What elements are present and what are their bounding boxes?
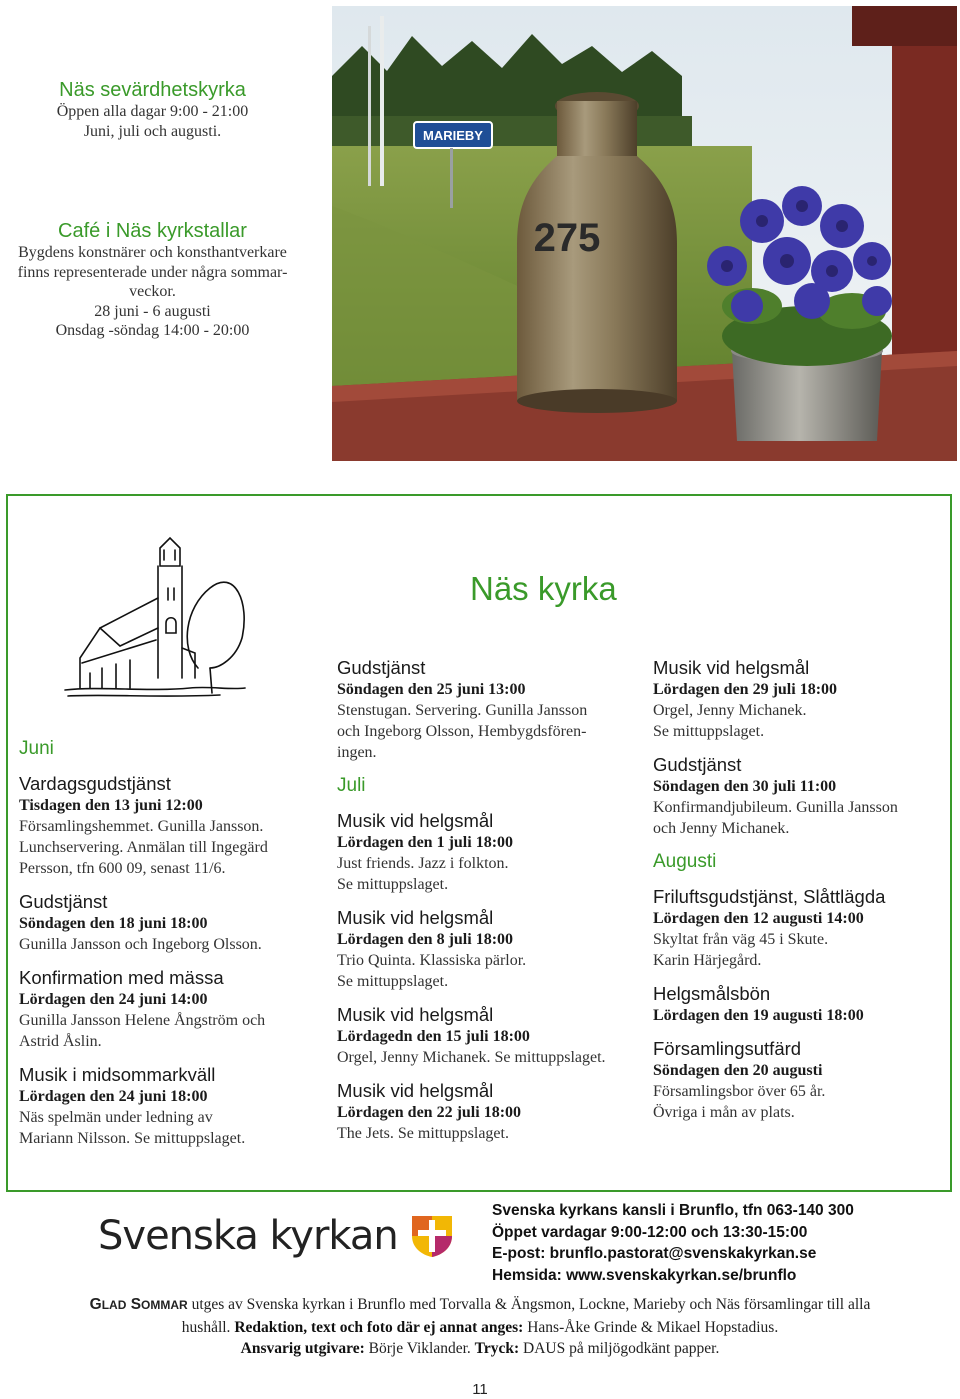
event-text: The Jets. Se mittuppslaget. bbox=[337, 1125, 509, 1142]
event-text: Gunilla Jansson och Ingeborg Olsson. bbox=[19, 936, 262, 953]
event-text: ingen. bbox=[337, 744, 377, 761]
event-text: Orgel, Jenny Michanek. Se mittuppslaget. bbox=[337, 1049, 606, 1066]
event-item bbox=[19, 773, 319, 879]
event-text: Stenstugan. Servering. Gunilla Jansson bbox=[337, 702, 588, 719]
church-sketch-icon bbox=[60, 528, 250, 703]
milk-can-number: 275 bbox=[533, 216, 601, 260]
colophon bbox=[20, 1294, 940, 1360]
event-date: Lördagen den 1 juli 18:00 bbox=[337, 834, 514, 851]
event-text: Karin Härjegård. bbox=[653, 952, 762, 969]
event-date: Lördagen den 19 augusti 18:00 bbox=[653, 1007, 864, 1024]
event-text: Persson, tfn 600 09, senast 11/6. bbox=[19, 860, 226, 877]
event-text: Lunchservering. Anmälan till Ingegärd bbox=[19, 839, 268, 856]
event-text: Församlingsbor över 65 år. bbox=[653, 1083, 826, 1100]
event-text: Se mittuppslaget. bbox=[337, 876, 449, 893]
event-text: Se mittuppslaget. bbox=[337, 973, 449, 990]
events-column-july bbox=[337, 657, 642, 1156]
church-cross-shield-icon bbox=[410, 1214, 454, 1258]
event-text: Gunilla Jansson Helene Ångström och bbox=[19, 1012, 266, 1029]
event-item bbox=[337, 1004, 642, 1068]
event-item bbox=[337, 907, 642, 992]
event-title: Helgsmålsbön bbox=[653, 983, 771, 1004]
event-date: Lördagen den 24 juni 14:00 bbox=[19, 991, 208, 1008]
events-column-june bbox=[19, 738, 319, 1161]
month-heading: Juni bbox=[19, 738, 54, 759]
cafe-info-title: Café i Näs kyrkstallar bbox=[58, 220, 247, 242]
contact-website: Hemsida: www.svenskakyrkan.se/brunflo bbox=[492, 1266, 797, 1284]
event-title: Gudstjänst bbox=[653, 754, 742, 775]
event-title: Gudstjänst bbox=[337, 657, 426, 678]
event-date: Lördagen den 8 juli 18:00 bbox=[337, 931, 514, 948]
event-text: Näs spelmän under ledning av bbox=[19, 1109, 213, 1126]
church-info bbox=[0, 78, 305, 141]
event-text: Se mittuppslaget. bbox=[653, 723, 765, 740]
event-title: Musik vid helgsmål bbox=[337, 907, 494, 928]
road-sign-text: MARIEBY bbox=[423, 128, 483, 143]
events-column-august bbox=[653, 657, 948, 1135]
event-text: Orgel, Jenny Michanek. bbox=[653, 702, 807, 719]
event-title: Gudstjänst bbox=[19, 891, 108, 912]
event-text: Konfirmandjubileum. Gunilla Jansson bbox=[653, 799, 898, 816]
church-info-line: Öppen alla dagar 9:00 - 21:00 bbox=[56, 103, 249, 120]
month-heading: Juli bbox=[337, 775, 366, 796]
event-title: Musik i midsommarkväll bbox=[19, 1064, 216, 1085]
event-title: Musik vid helgsmål bbox=[653, 657, 810, 678]
event-title: Friluftsgudstjänst, Slåttlägda bbox=[653, 886, 886, 907]
event-text: Mariann Nilsson. Se mittuppslaget. bbox=[19, 1130, 246, 1147]
publication-name: GLAD SOMMAR bbox=[89, 1296, 188, 1313]
cafe-info-line: 28 juni - 6 augusti bbox=[94, 302, 211, 320]
cafe-info-line: finns representerade under några sommar- bbox=[17, 263, 288, 281]
event-text: Just friends. Jazz i folkton. bbox=[337, 855, 509, 872]
colophon-line: GLAD SOMMAR utges av Svenska kyrkan i Brunflo med Torvalla & Ängsmon, Lockne, Marieby och Näs församlingar till alla bbox=[89, 1296, 871, 1313]
event-text: och Jenny Michanek. bbox=[653, 820, 790, 837]
event-item bbox=[653, 657, 948, 742]
event-date: Lördagen den 24 juni 18:00 bbox=[19, 1088, 208, 1105]
event-title: Församlingsutfärd bbox=[653, 1038, 802, 1059]
colophon-line: Ansvarig utgivare: Börje Viklander. Tryck: DAUS på miljögodkänt papper. bbox=[240, 1340, 720, 1357]
event-date: Lördagedn den 15 juli 18:00 bbox=[337, 1028, 530, 1045]
svenska-kyrkan-logo bbox=[98, 1213, 454, 1259]
event-item bbox=[19, 891, 319, 955]
event-title: Konfirmation med mässa bbox=[19, 967, 224, 988]
church-info-title: Näs sevärdhetskyrka bbox=[59, 79, 246, 101]
event-text: och Ingeborg Olsson, Hembygdsfören- bbox=[337, 723, 587, 740]
event-text: Trio Quinta. Klassiska pärlor. bbox=[337, 952, 527, 969]
event-title: Musik vid helgsmål bbox=[337, 1004, 494, 1025]
event-date: Lördagen den 29 juli 18:00 bbox=[653, 681, 838, 698]
contact-info bbox=[492, 1200, 854, 1286]
event-text: Astrid Åslin. bbox=[19, 1033, 102, 1050]
page-title: Näs kyrka bbox=[470, 570, 617, 607]
event-text: Skyltat från väg 45 i Skute. bbox=[653, 931, 829, 948]
contact-line: Svenska kyrkans kansli i Brunflo, tfn 063-140 300 bbox=[492, 1202, 854, 1219]
milk-can-photo bbox=[332, 6, 957, 461]
cafe-info-line: Onsdag -söndag 14:00 - 20:00 bbox=[55, 322, 250, 339]
event-item bbox=[337, 1080, 642, 1144]
event-date: Söndagen den 18 juni 18:00 bbox=[19, 915, 208, 932]
event-item bbox=[653, 886, 948, 971]
contact-email: E-post: brunflo.pastorat@svenskakyrkan.se bbox=[492, 1245, 817, 1262]
cafe-info-line: Bygdens konstnärer och konsthantverkare bbox=[18, 244, 287, 261]
event-item bbox=[653, 983, 948, 1026]
event-date: Söndagen den 20 augusti bbox=[653, 1062, 823, 1079]
page-number: 11 bbox=[472, 1381, 488, 1398]
month-heading: Augusti bbox=[653, 851, 717, 872]
event-date: Lördagen den 12 augusti 14:00 bbox=[653, 910, 864, 927]
event-item bbox=[653, 1038, 948, 1123]
event-date: Lördagen den 22 juli 18:00 bbox=[337, 1104, 522, 1121]
colophon-line: hushåll. Redaktion, text och foto där ej annat anges: Hans-Åke Grinde & Mikael Hopstadius. bbox=[181, 1318, 779, 1336]
event-date: Söndagen den 25 juni 13:00 bbox=[337, 681, 526, 698]
event-date: Söndagen den 30 juli 11:00 bbox=[653, 778, 837, 795]
cafe-info-line: veckor. bbox=[129, 283, 176, 300]
event-item bbox=[19, 1064, 319, 1149]
event-title: Musik vid helgsmål bbox=[337, 810, 494, 831]
event-date: Tisdagen den 13 juni 12:00 bbox=[19, 797, 203, 814]
event-text: Övriga i mån av plats. bbox=[653, 1104, 795, 1121]
event-title: Vardagsgudstjänst bbox=[19, 773, 171, 794]
church-info-line: Juni, juli och augusti. bbox=[83, 122, 222, 140]
logo-text: Svenska kyrkan bbox=[98, 1213, 398, 1259]
event-item bbox=[653, 754, 948, 839]
event-text: Församlingshemmet. Gunilla Jansson. bbox=[19, 818, 264, 835]
event-item bbox=[337, 657, 642, 763]
event-item bbox=[19, 967, 319, 1052]
event-title: Musik vid helgsmål bbox=[337, 1080, 494, 1101]
cafe-info bbox=[0, 219, 305, 341]
event-item bbox=[337, 810, 642, 895]
contact-line: Öppet vardagar 9:00-12:00 och 13:30-15:00 bbox=[492, 1223, 808, 1241]
